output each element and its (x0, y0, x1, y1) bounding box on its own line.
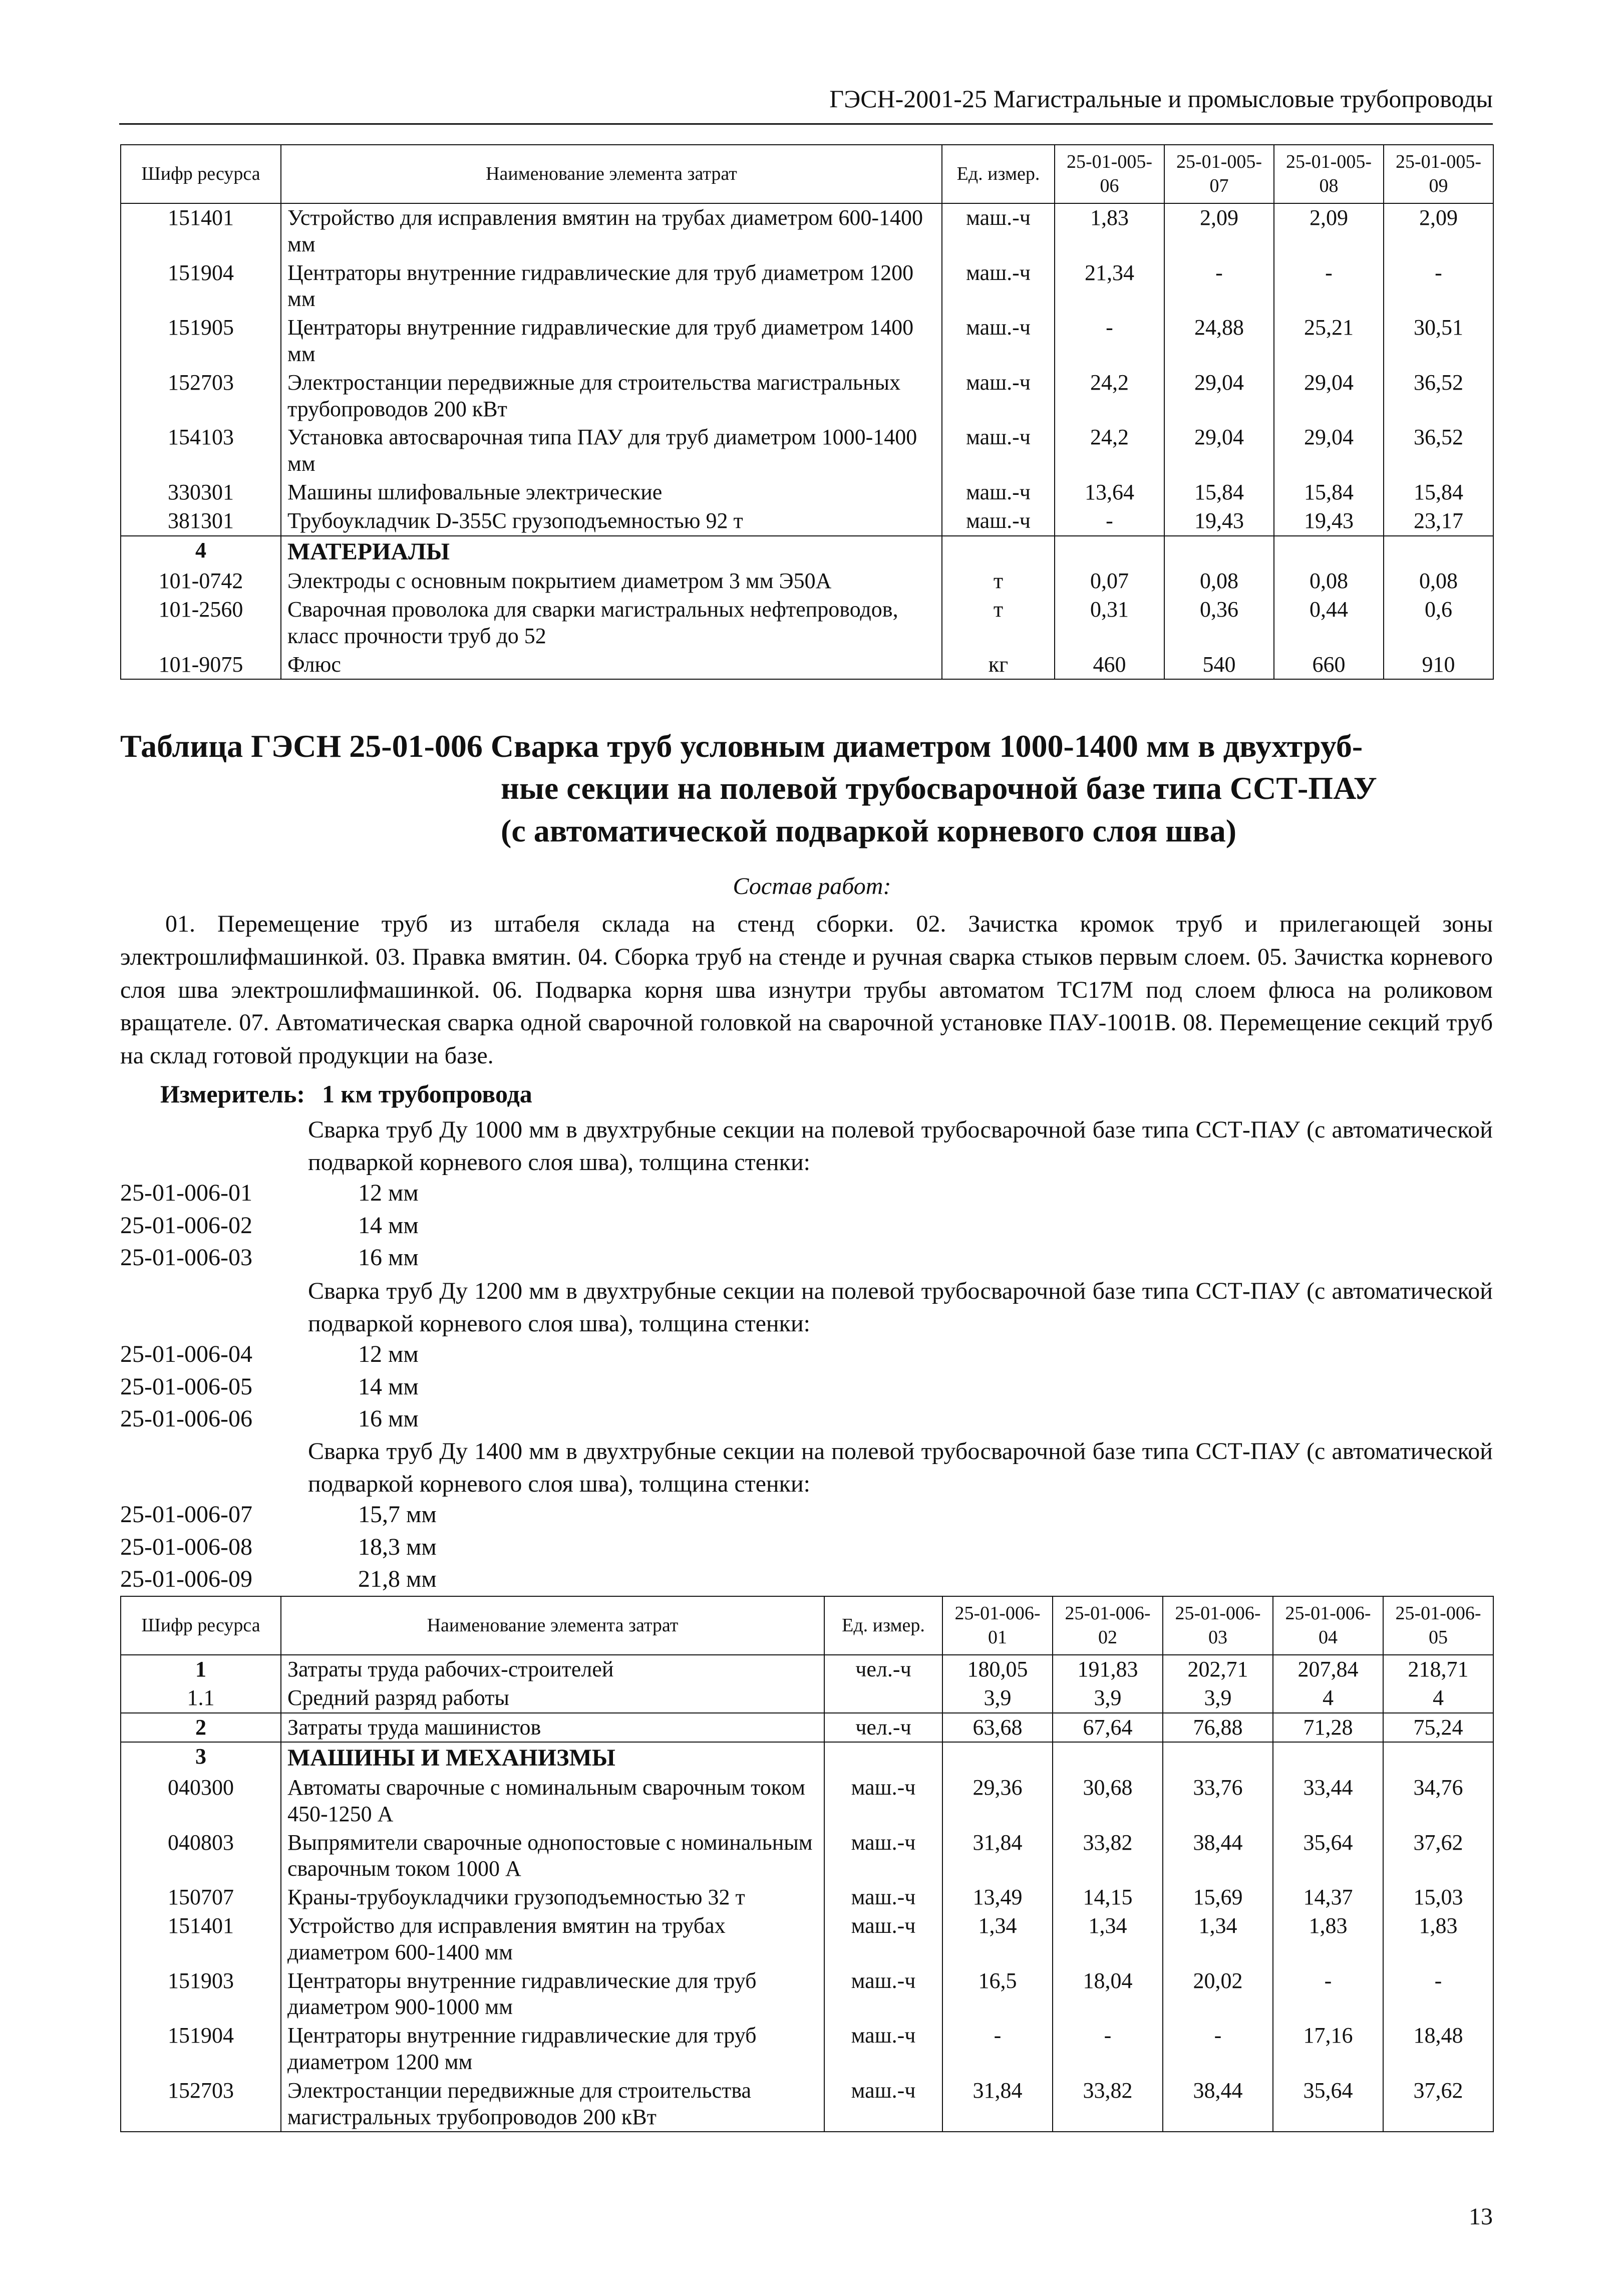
resource-name: Трубоукладчик D-355C грузоподъемностью 92 т (281, 507, 942, 536)
value-cell: 15,84 (1274, 478, 1384, 507)
empty-cell (1163, 1742, 1273, 1774)
variant-code: 25-01-006-07 (120, 1501, 252, 1528)
resource-code: 040803 (121, 1829, 281, 1884)
value-cell: 76,88 (1163, 1713, 1273, 1743)
resource-name: Машины шлифовальные электрические (281, 478, 942, 507)
column-header: Шифр ресурса (121, 145, 281, 203)
value-cell: 2,09 (1274, 203, 1384, 259)
resource-name: Электростанции передвижные для строительства магистральных трубопроводов 200 кВт (281, 2077, 824, 2132)
value-cell: 20,02 (1163, 1967, 1273, 2022)
table-row (121, 423, 1493, 478)
resource-table-25-01-005 (120, 144, 1494, 680)
empty-cell (824, 1742, 942, 1774)
composition-text: 01. Перемещение труб из штабеля склада на стенд сборки. 02. Зачистка кромок труб и прилегающей зоны электрошлифмашинкой. 03. Правка вмятин. 04. Сборка труб на стенде и ручная сварка стыков первым слоем. 05. Зачистка корневого слоя шва электрошлифмашинкой. 06. Подварка корня шва изнутри трубы автоматом ТС17М под слоем флюса на роликовом вращателе. 07. Автоматическая сварка одной сварочной головкой на сварочной установке ПАУ-1001В. 08. Перемещение секций труб на склад готовой продукции на базе. (120, 911, 1493, 1069)
value-cell: 540 (1164, 651, 1274, 680)
variant-code: 25-01-006-06 (120, 1405, 252, 1432)
column-header: 25-01-006-04 (1273, 1596, 1383, 1655)
resource-name: Устройство для исправления вмятин на трубах диаметром 600-1400 мм (281, 1912, 824, 1967)
empty-cell (942, 536, 1055, 567)
resource-code: 152703 (121, 369, 281, 424)
resource-code: 154103 (121, 423, 281, 478)
header-rule (119, 123, 1493, 125)
value-cell: 1,34 (1163, 1912, 1273, 1967)
value-cell: 14,15 (1053, 1883, 1163, 1912)
table-row (121, 369, 1493, 424)
value-cell: 180,05 (942, 1655, 1053, 1684)
unit: маш.-ч (942, 314, 1055, 369)
value-cell: 910 (1384, 651, 1493, 680)
resource-code: 1 (121, 1655, 281, 1684)
table-row (121, 1774, 1493, 1829)
empty-cell (1055, 536, 1164, 567)
table-title-line: Таблица ГЭСН 25-01-006 Сварка труб условным диаметром 1000-1400 мм в двухтруб- (120, 728, 1363, 764)
value-cell: 36,52 (1384, 369, 1493, 424)
variant-item (120, 1405, 419, 1432)
value-cell: 35,64 (1273, 1829, 1383, 1884)
value-cell: 2,09 (1164, 203, 1274, 259)
variant-value: 15,7 мм (358, 1501, 437, 1528)
resource-code: 101-0742 (121, 567, 281, 596)
value-cell: - (1055, 314, 1164, 369)
value-cell: 33,76 (1163, 1774, 1273, 1829)
value-cell: 0,44 (1274, 596, 1384, 651)
table-row (121, 1912, 1493, 1967)
table-row (121, 1684, 1493, 1713)
value-cell: 30,68 (1053, 1774, 1163, 1829)
unit: маш.-ч (942, 507, 1055, 536)
value-cell: 33,82 (1053, 2077, 1163, 2132)
resource-code: 151903 (121, 1967, 281, 2022)
value-cell: 35,64 (1273, 2077, 1383, 2132)
variant-code: 25-01-006-03 (120, 1244, 252, 1271)
empty-cell (1383, 1742, 1493, 1774)
variant-item (120, 1373, 419, 1400)
table-row (121, 478, 1493, 507)
value-cell: 0,07 (1055, 567, 1164, 596)
unit: т (942, 567, 1055, 596)
value-cell: 21,34 (1055, 259, 1164, 314)
value-cell: 29,36 (942, 1774, 1053, 1829)
value-cell: 19,43 (1164, 507, 1274, 536)
column-header: 25-01-006-05 (1383, 1596, 1493, 1655)
column-header: 25-01-006-02 (1053, 1596, 1163, 1655)
value-cell: - (1164, 259, 1274, 314)
value-cell: - (1273, 1967, 1383, 2022)
column-header: Наименование элемента затрат (281, 1596, 824, 1655)
group-description: Сварка труб Ду 1200 мм в двухтрубные секции на полевой трубосварочной базе типа ССТ-ПАУ (с автоматической подваркой корневого слоя шва), толщина стенки: (308, 1278, 1493, 1337)
value-cell: 29,04 (1274, 423, 1384, 478)
variant-code: 25-01-006-09 (120, 1566, 252, 1592)
resource-code: 101-9075 (121, 651, 281, 680)
value-cell: 67,64 (1053, 1713, 1163, 1743)
measure-label: Измеритель: (160, 1080, 305, 1108)
measure-value: 1 км трубопровода (322, 1080, 532, 1108)
resource-code: 151904 (121, 259, 281, 314)
value-cell: 23,17 (1384, 507, 1493, 536)
variant-item (120, 1565, 437, 1593)
section-code: 4 (121, 536, 281, 567)
value-cell: 37,62 (1383, 1829, 1493, 1884)
value-cell: 29,04 (1274, 369, 1384, 424)
empty-cell (1053, 1742, 1163, 1774)
table-row (121, 1967, 1493, 2022)
resource-name: Установка автосварочная типа ПАУ для труб диаметром 1000-1400 мм (281, 423, 942, 478)
value-cell: 24,2 (1055, 423, 1164, 478)
value-cell: 38,44 (1163, 2077, 1273, 2132)
unit: маш.-ч (942, 369, 1055, 424)
resource-name: Центраторы внутренние гидравлические для труб диаметром 1200 мм (281, 259, 942, 314)
variant-value: 16 мм (358, 1244, 419, 1271)
resource-code: 1.1 (121, 1684, 281, 1713)
value-cell: 660 (1274, 651, 1384, 680)
value-cell: 218,71 (1383, 1655, 1493, 1684)
group-description: Сварка труб Ду 1000 мм в двухтрубные секции на полевой трубосварочной базе типа ССТ-ПАУ (с автоматической подваркой корневого слоя шва), толщина стенки: (308, 1116, 1493, 1176)
value-cell: 0,31 (1055, 596, 1164, 651)
unit: маш.-ч (824, 1967, 942, 2022)
value-cell: 4 (1273, 1684, 1383, 1713)
value-cell: 15,69 (1163, 1883, 1273, 1912)
variant-item (120, 1179, 419, 1207)
value-cell: 24,88 (1164, 314, 1274, 369)
variant-item (120, 1340, 419, 1368)
value-cell: 18,04 (1053, 1967, 1163, 2022)
empty-cell (942, 1742, 1053, 1774)
variant-code: 25-01-006-02 (120, 1212, 252, 1239)
column-header: 25-01-005-06 (1055, 145, 1164, 203)
resource-code: 151401 (121, 203, 281, 259)
empty-cell (1274, 536, 1384, 567)
column-header: Шифр ресурса (121, 1596, 281, 1655)
section-label: МАТЕРИАЛЫ (281, 536, 942, 567)
variant-code: 25-01-006-05 (120, 1373, 252, 1400)
value-cell: - (942, 2022, 1053, 2077)
value-cell: 13,64 (1055, 478, 1164, 507)
table-title (120, 725, 1493, 852)
value-cell: - (1383, 1967, 1493, 2022)
unit: маш.-ч (942, 478, 1055, 507)
group-description: Сварка труб Ду 1400 мм в двухтрубные секции на полевой трубосварочной базе типа ССТ-ПАУ (с автоматической подваркой корневого слоя шва), толщина стенки: (308, 1438, 1493, 1497)
value-cell: 18,48 (1383, 2022, 1493, 2077)
resource-table-25-01-006 (120, 1596, 1494, 2132)
running-header: ГЭСН-2001-25 Магистральные и промысловые трубопроводы (829, 85, 1493, 113)
value-cell: 15,03 (1383, 1883, 1493, 1912)
column-header: 25-01-005-07 (1164, 145, 1274, 203)
value-cell: 19,43 (1274, 507, 1384, 536)
value-cell: 1,83 (1383, 1912, 1493, 1967)
value-cell: 0,36 (1164, 596, 1274, 651)
measure-line (160, 1079, 532, 1108)
unit: маш.-ч (824, 1774, 942, 1829)
value-cell: 33,44 (1273, 1774, 1383, 1829)
value-cell: 191,83 (1053, 1655, 1163, 1684)
value-cell: 15,84 (1384, 478, 1493, 507)
resource-name: Автоматы сварочные с номинальным сварочным током 450-1250 А (281, 1774, 824, 1829)
value-cell: 16,5 (942, 1967, 1053, 2022)
resource-name: Затраты труда машинистов (281, 1713, 824, 1743)
value-cell: 0,6 (1384, 596, 1493, 651)
value-cell: 34,76 (1383, 1774, 1493, 1829)
unit (824, 1684, 942, 1713)
variant-item (120, 1212, 419, 1239)
value-cell: 30,51 (1384, 314, 1493, 369)
column-header: Ед. измер. (824, 1596, 942, 1655)
value-cell: - (1053, 2022, 1163, 2077)
table-row (121, 1655, 1493, 1684)
empty-cell (1273, 1742, 1383, 1774)
value-cell: 0,08 (1274, 567, 1384, 596)
unit: маш.-ч (942, 259, 1055, 314)
resource-name: Электроды с основным покрытием диаметром 3 мм Э50А (281, 567, 942, 596)
table-row (121, 507, 1493, 536)
value-cell: 75,24 (1383, 1713, 1493, 1743)
resource-code: 101-2560 (121, 596, 281, 651)
column-header: Ед. измер. (942, 145, 1055, 203)
value-cell: 31,84 (942, 1829, 1053, 1884)
value-cell: - (1055, 507, 1164, 536)
value-cell: 3,9 (1163, 1684, 1273, 1713)
value-cell: 4 (1383, 1684, 1493, 1713)
value-cell: 3,9 (1053, 1684, 1163, 1713)
value-cell: 29,04 (1164, 369, 1274, 424)
variant-code: 25-01-006-01 (120, 1180, 252, 1206)
value-cell: - (1163, 2022, 1273, 2077)
unit: маш.-ч (824, 2022, 942, 2077)
variant-code: 25-01-006-04 (120, 1341, 252, 1367)
resource-code: 152703 (121, 2077, 281, 2132)
table-row (121, 1713, 1493, 1743)
resource-code: 151905 (121, 314, 281, 369)
resource-code: 2 (121, 1713, 281, 1743)
resource-code: 151904 (121, 2022, 281, 2077)
value-cell: - (1274, 259, 1384, 314)
value-cell: 33,82 (1053, 1829, 1163, 1884)
value-cell: 3,9 (942, 1684, 1053, 1713)
column-header: 25-01-006-01 (942, 1596, 1053, 1655)
variant-code: 25-01-006-08 (120, 1534, 252, 1560)
resource-code: 150707 (121, 1883, 281, 1912)
value-cell: 36,52 (1384, 423, 1493, 478)
resource-name: Электростанции передвижные для строительства магистральных трубопроводов 200 кВт (281, 369, 942, 424)
unit: маш.-ч (942, 203, 1055, 259)
table-row (121, 259, 1493, 314)
value-cell: 1,34 (942, 1912, 1053, 1967)
resource-name: Устройство для исправления вмятин на трубах диаметром 600-1400 мм (281, 203, 942, 259)
resource-code: 330301 (121, 478, 281, 507)
variant-value: 14 мм (358, 1373, 419, 1400)
value-cell: 460 (1055, 651, 1164, 680)
resource-name: Центраторы внутренние гидравлические для труб диаметром 900-1000 мм (281, 1967, 824, 2022)
table-header-row (121, 145, 1493, 203)
variant-value: 14 мм (358, 1212, 419, 1239)
unit: маш.-ч (824, 1912, 942, 1967)
unit: т (942, 596, 1055, 651)
resource-code: 040300 (121, 1774, 281, 1829)
page-number: 13 (1469, 2203, 1493, 2230)
value-cell: 0,08 (1384, 567, 1493, 596)
value-cell: 63,68 (942, 1713, 1053, 1743)
resource-name: Краны-трубоукладчики грузоподъемностью 32 т (281, 1883, 824, 1912)
resource-name: Сварочная проволока для сварки магистральных нефтепроводов, класс прочности труб до 52 (281, 596, 942, 651)
table-title-line: ные секции на полевой трубосварочной базе типа ССТ-ПАУ (501, 770, 1377, 806)
section-label: МАШИНЫ И МЕХАНИЗМЫ (281, 1742, 824, 1774)
value-cell: 0,08 (1164, 567, 1274, 596)
empty-cell (1384, 536, 1493, 567)
value-cell: 15,84 (1164, 478, 1274, 507)
value-cell: - (1384, 259, 1493, 314)
variant-value: 21,8 мм (358, 1566, 437, 1592)
unit: маш.-ч (824, 1829, 942, 1884)
value-cell: 14,37 (1273, 1883, 1383, 1912)
value-cell: 17,16 (1273, 2022, 1383, 2077)
column-header: 25-01-005-09 (1384, 145, 1493, 203)
table-row (121, 2022, 1493, 2077)
table-row (121, 651, 1493, 680)
variant-value: 18,3 мм (358, 1534, 437, 1560)
value-cell: 1,34 (1053, 1912, 1163, 1967)
resource-name: Выпрямители сварочные однопостовые с номинальным сварочным током 1000 А (281, 1829, 824, 1884)
unit: маш.-ч (824, 1883, 942, 1912)
value-cell: 202,71 (1163, 1655, 1273, 1684)
table-row (121, 567, 1493, 596)
unit: маш.-ч (942, 423, 1055, 478)
unit: чел.-ч (824, 1713, 942, 1743)
column-header: Наименование элемента затрат (281, 145, 942, 203)
unit: чел.-ч (824, 1655, 942, 1684)
section-row-materials (121, 536, 1493, 567)
unit: кг (942, 651, 1055, 680)
value-cell: 25,21 (1274, 314, 1384, 369)
variant-value: 12 мм (358, 1180, 419, 1206)
value-cell: 2,09 (1384, 203, 1493, 259)
section-code: 3 (121, 1742, 281, 1774)
empty-cell (1164, 536, 1274, 567)
table-row (121, 314, 1493, 369)
unit: маш.-ч (824, 2077, 942, 2132)
resource-code: 151401 (121, 1912, 281, 1967)
value-cell: 207,84 (1273, 1655, 1383, 1684)
value-cell: 38,44 (1163, 1829, 1273, 1884)
variant-value: 16 мм (358, 1405, 419, 1432)
composition-heading: Состав работ: (733, 873, 891, 900)
table-header-row (121, 1596, 1493, 1655)
value-cell: 71,28 (1273, 1713, 1383, 1743)
value-cell: 37,62 (1383, 2077, 1493, 2132)
variant-item (120, 1501, 437, 1528)
variant-value: 12 мм (358, 1341, 419, 1367)
table-title-line: (с автоматической подваркой корневого слоя шва) (501, 812, 1237, 848)
value-cell: 1,83 (1273, 1912, 1383, 1967)
table-row (121, 2077, 1493, 2132)
resource-name: Средний разряд работы (281, 1684, 824, 1713)
value-cell: 31,84 (942, 2077, 1053, 2132)
resource-name: Флюс (281, 651, 942, 680)
resource-name: Центраторы внутренние гидравлические для труб диаметром 1200 мм (281, 2022, 824, 2077)
table-row (121, 1829, 1493, 1884)
value-cell: 13,49 (942, 1883, 1053, 1912)
table-row (121, 596, 1493, 651)
resource-name: Центраторы внутренние гидравлические для труб диаметром 1400 мм (281, 314, 942, 369)
section-row-machines (121, 1742, 1493, 1774)
value-cell: 24,2 (1055, 369, 1164, 424)
resource-name: Затраты труда рабочих-строителей (281, 1655, 824, 1684)
table-row (121, 203, 1493, 259)
resource-code: 381301 (121, 507, 281, 536)
table-row (121, 1883, 1493, 1912)
column-header: 25-01-006-03 (1163, 1596, 1273, 1655)
variant-item (120, 1244, 419, 1271)
variant-item (120, 1533, 437, 1561)
value-cell: 29,04 (1164, 423, 1274, 478)
value-cell: 1,83 (1055, 203, 1164, 259)
column-header: 25-01-005-08 (1274, 145, 1384, 203)
